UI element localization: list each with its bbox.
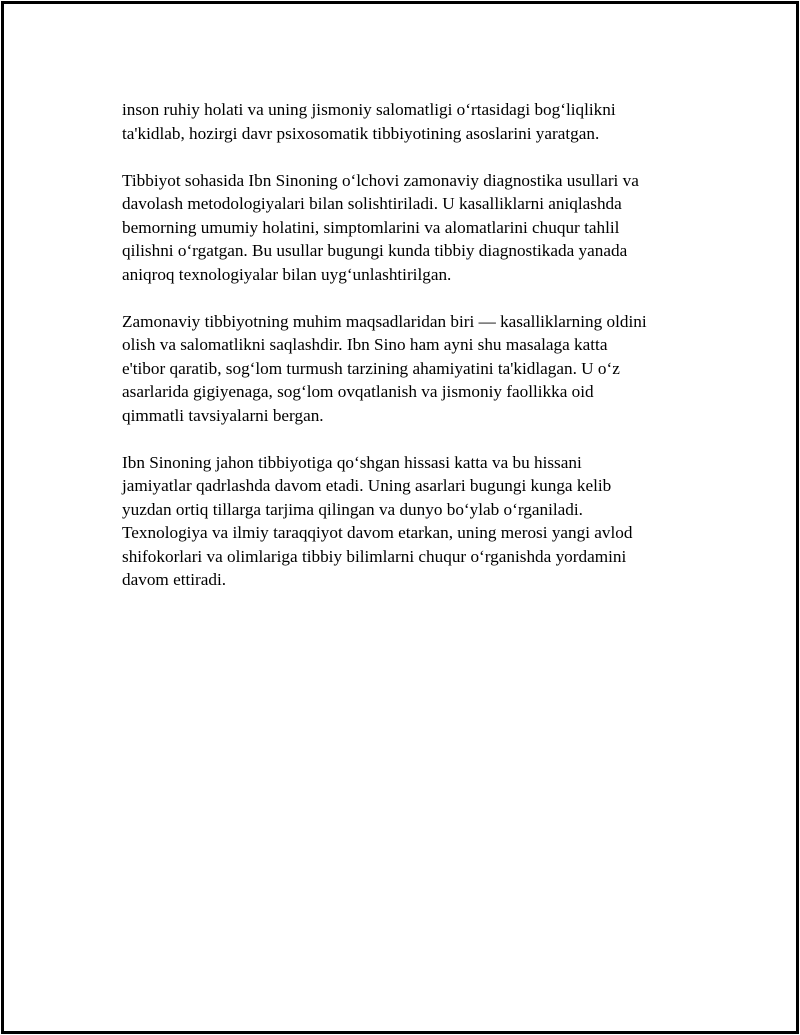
text-line: e'tibor qaratib, sog‘lom turmush tarzining ahamiyatini ta'kidlagan. U o‘z bbox=[122, 358, 620, 378]
text-line: shifokorlari va olimlariga tibbiy bilimlarni chuqur o‘rganishda yordamini bbox=[122, 546, 627, 566]
text-line: aniqroq texnologiyalar bilan uyg‘unlashtirilgan. bbox=[122, 264, 452, 284]
text-line: Zamonaviy tibbiyotning muhim maqsadlaridan biri — kasalliklarning oldini bbox=[122, 311, 647, 331]
document-body bbox=[122, 98, 702, 615]
text-line: yuzdan ortiq tillarga tarjima qilingan va dunyo bo‘ylab o‘rganiladi. bbox=[122, 499, 583, 519]
text-line: davom ettiradi. bbox=[122, 570, 227, 589]
page-frame bbox=[1, 1, 799, 1034]
text-line: inson ruhiy holati va uning jismoniy salomatligi o‘rtasidagi bog‘liqlikni bbox=[122, 100, 616, 119]
text-line: bemorning umumiy holatini, simptomlarini va alomatlarini chuqur tahlil bbox=[122, 217, 620, 237]
text-line: olish va salomatlikni saqlashdir. Ibn Sino ham ayni shu masalaga katta bbox=[122, 335, 608, 354]
text-line: jamiyatlar qadrlashda davom etadi. Uning asarlari bugungi kunga kelib bbox=[122, 476, 612, 495]
paragraph-3 bbox=[122, 310, 702, 428]
text-line: qimmatli tavsiyalarni bergan. bbox=[122, 405, 324, 425]
text-line: Tibbiyot sohasida Ibn Sinoning o‘lchovi zamonaviy diagnostika usullari va bbox=[122, 170, 639, 190]
text-line: davolash metodologiyalari bilan solishtiriladi. U kasalliklarni aniqlashda bbox=[122, 194, 622, 213]
text-line: asarlarida gigiyenaga, sog‘lom ovqatlanish va jismoniy faollikka oid bbox=[122, 382, 594, 401]
text-line: ta'kidlab, hozirgi davr psixosomatik tibbiyotining asoslarini yaratgan. bbox=[122, 123, 600, 143]
text-line: qilishni o‘rgatgan. Bu usullar bugungi kunda tibbiy diagnostikada yanada bbox=[122, 241, 628, 260]
text-line: Texnologiya va ilmiy taraqqiyot davom etarkan, uning merosi yangi avlod bbox=[122, 523, 633, 542]
paragraph-2 bbox=[122, 169, 702, 287]
paragraph-1 bbox=[122, 98, 702, 145]
text-line: Ibn Sinoning jahon tibbiyotiga qo‘shgan hissasi katta va bu hissani bbox=[122, 452, 582, 472]
paragraph-4 bbox=[122, 451, 702, 592]
